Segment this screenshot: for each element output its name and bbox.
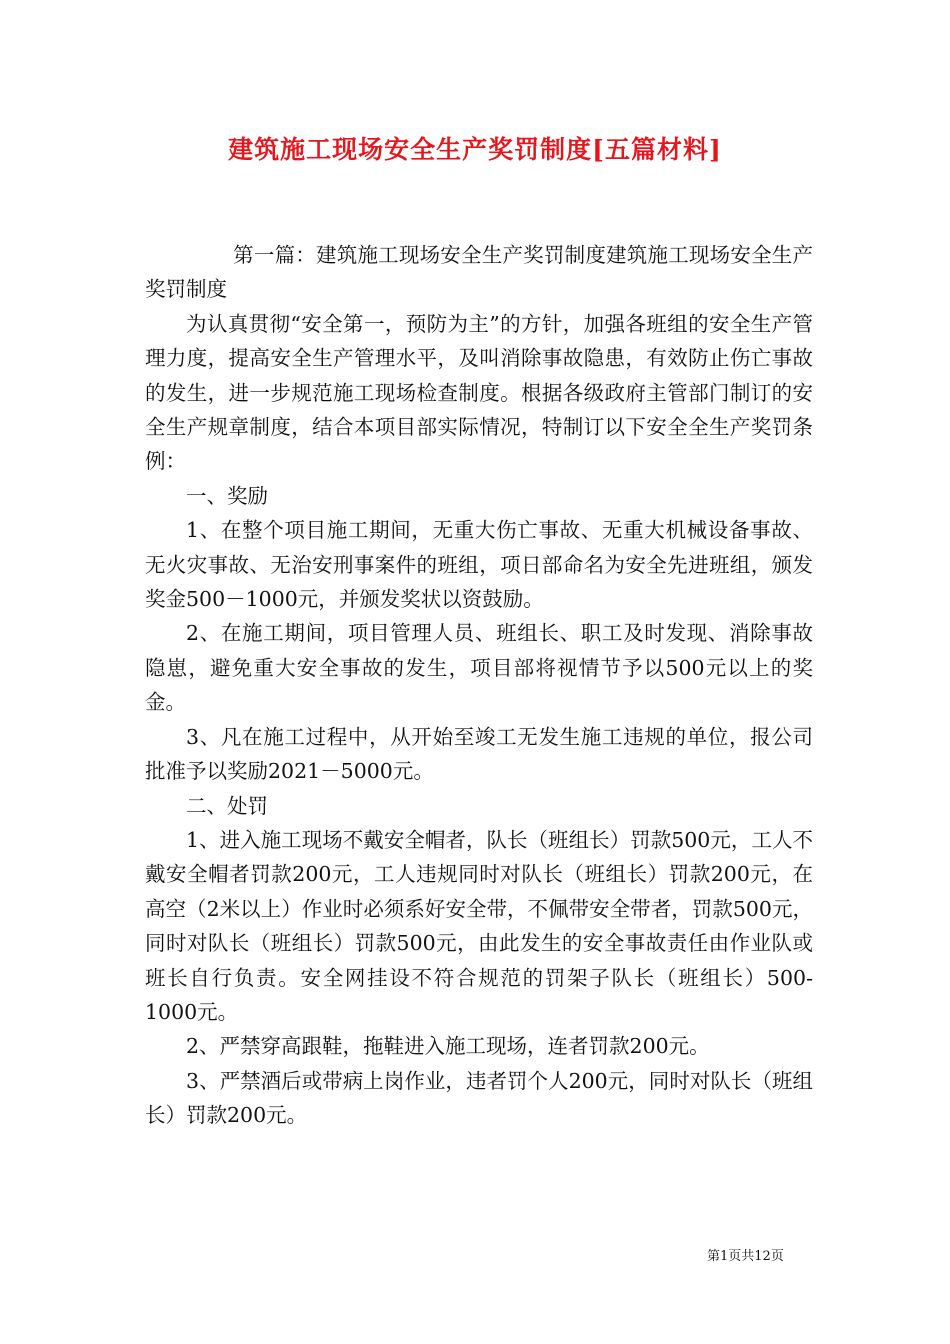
paragraph-intro: 为认真贯彻“安全第一，预防为主”的方针，加强各班组的安全生产管理力度，提高安全生产管理水平，及叫消除事故隐患，有效防止伤亡事故的发生，进一步规范施工现场检查制度。根据各级政府主管部门制订的安全生产规章制度，结合本项目部实际情况，特制订以下安全全生产奖罚条例：: [145, 311, 813, 474]
paragraph-reward-2: 2、在施工期间，项目管理人员、班组长、职工及时发现、消除事故隐崽，避免重大安全事故的发生，项目部将视情节予以500元以上的奖金。: [145, 621, 813, 715]
paragraph-reward-3: 3、凡在施工过程中，从开始至竣工无发生施工违规的单位，报公司批准予以奖励2021－5000元。: [145, 724, 813, 784]
section-heading-penalties: 二、处罚: [186, 793, 268, 818]
paragraph-reward-1: 1、在整个项目施工期间，无重大伤亡事故、无重大机械设备事故、无火灾事故、无治安刑事案件的班组，项日部命名为安全先进班组，颁发奖金500－1000元，并颁发奖状以资鼓励。: [145, 518, 813, 612]
document-body: [145, 238, 813, 1133]
paragraph-penalty-1: 1、进入施工现场不戴安全帽者，队长（班组长）罚款500元，工人不戴安全帽者罚款200元，工人违规同时对队长（班组长）罚款200元，在高空（2米以上）作业时必须系好安全带，不佩带安全带者，罚款500元，同时对队长（班组长）罚款500元，由此发生的安全事故责任由作业队或班长自行负责。安全网挂设不符合规范的罚架子队长（班组长）500-1000元。: [145, 827, 813, 1024]
paragraph-penalty-3: 3、严禁酒后或带病上岗作业，违者罚个人200元，同时对队长（班组长）罚款200元。: [145, 1068, 813, 1128]
page-number: 第1页共12页: [707, 1249, 784, 1264]
document-title: 建筑施工现场安全生产奖罚制度[五篇材料]: [228, 135, 722, 164]
paragraph-part-heading: 第一篇：建筑施工现场安全生产奖罚制度建筑施工现场安全生产奖罚制度: [145, 243, 813, 302]
section-heading-rewards: 一、奖励: [186, 483, 268, 508]
paragraph-penalty-2: 2、严禁穿高跟鞋，拖鞋进入施工现场，连者罚款200元。: [186, 1034, 710, 1059]
